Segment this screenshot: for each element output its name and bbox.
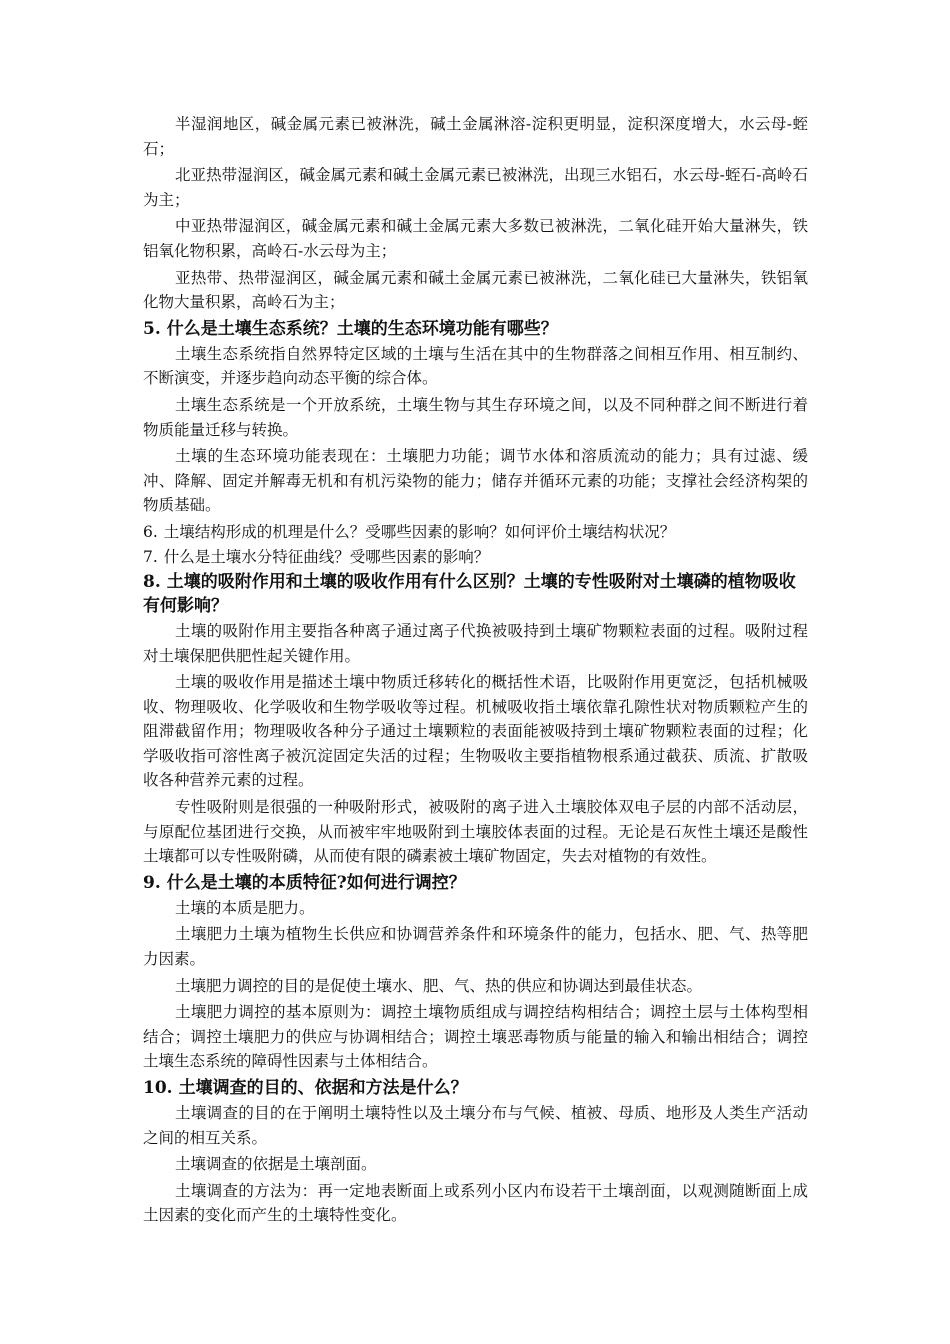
question-line [143,545,808,569]
question-number: 5. [143,318,161,339]
question-text: 土壤调查的目的、依据和方法是什么？ [178,1078,468,1098]
paragraph: 土壤调查的依据是土壤剖面。 [175,1155,377,1174]
question-heading [143,871,808,895]
question-text: 什么是土壤生态系统？土壤的生态环境功能有哪些？ [166,318,558,339]
question-number: 8. [143,571,161,592]
paragraph: 土壤肥力土壤为植物生长供应和协调营养条件和环境条件的能力，包括水、肥、气、热等肥力因素。 [143,925,808,969]
question-text: 土壤的吸附作用和土壤的吸收作用有什么区别？土壤的专性吸附对土壤磷的植物吸收有何影响？ [143,571,796,616]
paragraph: 土壤的本质是肥力。 [175,898,315,917]
question-heading [143,1076,808,1100]
question-number: 10. [143,1078,173,1098]
question-heading [143,570,808,618]
paragraph: 土壤调查的目的在于阐明土壤特性以及土壤分布与气候、植被、母质、地形及人类生产活动之间的相互关系。 [143,1104,808,1147]
paragraph: 土壤生态系统指自然界特定区域的土壤与生活在其中的生物群落之间相互作用、相互制约、不断演变，并逐步趋向动态平衡的综合体。 [143,344,808,388]
question-text: 土壤结构形成的机理是什么？受哪些因素的影响？如何评价土壤结构状况？ [163,522,676,541]
paragraph: 土壤的生态环境功能表现在：土壤肥力功能；调节水体和溶质流动的能力；具有过滤、缓冲、降解、固定并解毒无机和有机污染物的能力；储存并循环元素的功能；支撑社会经济构架的物质基础。 [143,447,808,515]
paragraph: 土壤肥力调控的基本原则为：调控土壤物质组成与调控结构相结合；调控土层与土体构型相结合；调控土壤肥力的供应与协调相结合；调控土壤恶毒物质与能量的输入和输出相结合；调控土壤生态系统的障碍性因素与土体相结合。 [143,1003,808,1071]
question-number: 9. [143,872,161,893]
paragraph: 土壤肥力调控的目的是促使土壤水、肥、气、热的供应和协调达到最佳状态。 [175,976,703,995]
question-text: 什么是土壤的本质特征?如何进行调控？ [166,872,466,893]
question-line [143,520,808,544]
document-page [143,112,808,1230]
question-number: 7. [143,547,158,566]
paragraph: 专性吸附则是很强的一种吸附形式，被吸附的离子进入土壤胶体双电子层的内部不活动层，与原配位基团进行交换，从而被牢牢地吸附到土壤胶体表面的过程。无论是石灰性土壤还是酸性土壤都可以专性吸附磷，从而使有限的磷素被土壤矿物固定，失去对植物的有效性。 [143,798,808,866]
question-number: 6. [143,522,158,541]
paragraph: 中亚热带湿润区，碱金属元素和碱土金属元素大多数已被淋洗，二氧化硅开始大量淋失，铁铝氧化物积累，高岭石-水云母为主； [143,217,808,260]
question-heading [143,317,808,341]
paragraph: 亚热带、热带湿润区，碱金属元素和碱土金属元素已被淋洗，二氧化硅已大量淋失，铁铝氧化物大量积累，高岭石为主； [143,268,808,312]
paragraph: 半湿润地区，碱金属元素已被淋洗，碱土金属淋溶-淀积更明显，淀积深度增大，水云母-蛭石； [143,115,808,158]
paragraph: 土壤调查的方法为：再一定地表断面上或系列小区内布设若干土壤剖面，以观测随断面上成土因素的变化而产生的土壤特性变化。 [143,1181,808,1225]
paragraph: 北亚热带湿润区，碱金属元素和碱土金属元素已被淋洗，出现三水铝石，水云母-蛭石-高岭石为主； [143,166,808,209]
paragraph: 土壤的吸附作用主要指各种离子通过离子代换被吸持到土壤矿物颗粒表面的过程。吸附过程对土壤保肥供肥性起关键作用。 [143,621,808,665]
paragraph: 土壤的吸收作用是描述土壤中物质迁移转化的概括性术语，比吸附作用更宽泛，包括机械吸收、物理吸收、化学吸收和生物学吸收等过程。机械吸收指土壤依靠孔隙性状对物质颗粒产生的阻滞截留作用；物理吸收各种分子通过土壤颗粒的表面能被吸持到土壤矿物颗粒表面的过程；化学吸收指可溶性离子被沉淀固定失活的过程；生物吸收主要指植物根系通过截获、质流、扩散吸收各种营养元素的过程。 [143,673,808,790]
paragraph: 土壤生态系统是一个开放系统，土壤生物与其生存环境之间，以及不同种群之间不断进行着物质能量迁移与转换。 [143,395,808,439]
question-text: 什么是土壤水分特征曲线？受哪些因素的影响？ [163,547,490,566]
